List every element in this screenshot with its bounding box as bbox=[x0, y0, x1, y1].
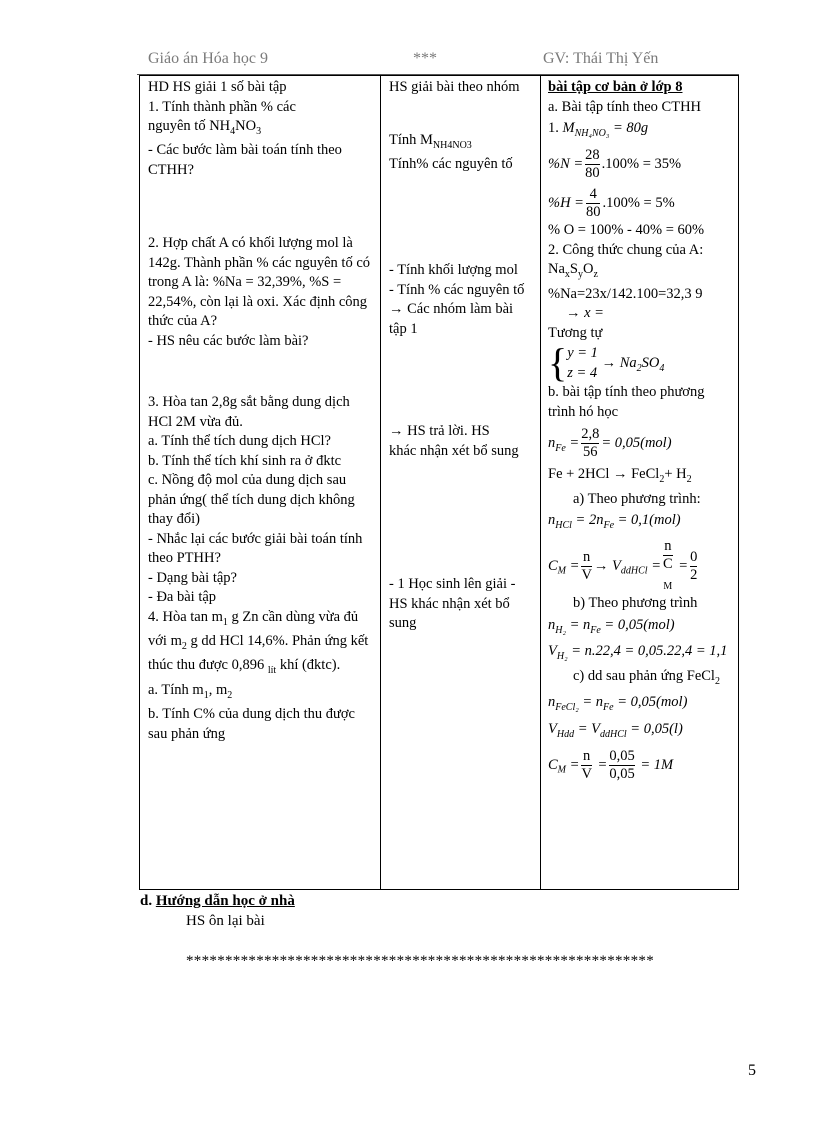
q1-steps: - Các bước làm bài toán tính theo CTHH? bbox=[148, 142, 342, 178]
item-a: a) Theo phương trình: bbox=[573, 490, 701, 507]
cm-final-line: $C_M$ = $\frac{n}{V}$ = $\frac{0,05}{0,05}$ = 1M bbox=[548, 747, 674, 782]
q4b-text: b. Tính C% của dung dịch thu được sau phản ứng bbox=[148, 706, 355, 742]
group-work-text: HS giải bài theo nhóm bbox=[389, 79, 520, 95]
divider-stars: ************************************************************ bbox=[186, 953, 654, 969]
homework-heading: d. Hướng dẫn học ở nhà bbox=[140, 893, 295, 909]
solve-block: - 1 Học sinh lên giải - HS khác nhận xét bổ sung bbox=[389, 576, 516, 631]
n-fe-line: $n_{Fe}$ = $\frac{2,8}{56}$ = 0,05(mol) bbox=[548, 426, 672, 461]
student-activity-column bbox=[381, 76, 541, 889]
h-percent-line: %H = $\frac{4}{80}$ .100% = 5% bbox=[548, 186, 675, 221]
q4-text: 4. Hòa $\tan m_1$ g Zn cần dùng vừa đủ với $m_2$ g dd HCl 14,6%. Phản ứng kết thúc thu được 0,896 $_{lít}$ khí (đktc). bbox=[148, 608, 369, 677]
o-percent-line: % O = 100% - 40% = 60% bbox=[548, 222, 705, 239]
q1-text: 1. Tính thành phần % các bbox=[148, 98, 296, 115]
lesson-table bbox=[139, 75, 739, 890]
content-title: bài tập cơ bản ở lớp 8 bbox=[548, 79, 683, 95]
q3-block bbox=[148, 393, 376, 744]
homework-text: HS ôn lại bài bbox=[186, 913, 265, 929]
q1-formula: nguyên tố $NH_4NO_3$ bbox=[148, 118, 262, 137]
intro-text: HD HS giải 1 số bài tập bbox=[148, 79, 287, 95]
q3-steps: - Nhắc lại các bước giải bài toán tính theo PTHH? bbox=[148, 530, 363, 566]
n-fecl2-line: $n_{FeCl_2} = n_{Fe} = 0,05(mol)$ bbox=[548, 694, 688, 714]
system-line: { y = 1 z = 4 → $Na_2SO_4$ bbox=[548, 340, 665, 386]
n-hcl-line: $n_{HCl} = 2n_{Fe} = 0,1(mol)$ bbox=[548, 512, 681, 532]
cm-line: $C_M$ = $\frac{n}{V}$ → $V_{ddHCl}$ = n C $_M$ = $\frac{0}{2}$ bbox=[548, 537, 698, 592]
x-result-line: → x = bbox=[566, 305, 604, 322]
similarly-text: Tương tự bbox=[548, 324, 603, 341]
q3a-text: a. Tính thể tích dung dịch HCl? bbox=[148, 433, 331, 449]
q3c-text: c. Nồng độ mol của dung dịch sau phản ứng( thể tích dung dịch không thay đổi) bbox=[148, 472, 355, 527]
teacher-activity-column bbox=[140, 76, 381, 889]
steps-block: - Tính khối lượng mol - Tính % các nguyên tố → Các nhóm làm bài tập 1 bbox=[389, 262, 525, 337]
item-b: b) Theo phương trình bbox=[573, 595, 698, 612]
header-teacher: GV: Thái Thị Yến bbox=[543, 50, 659, 67]
header-stars: *** bbox=[413, 50, 437, 67]
q4a-text: a. Tính $m_1$, $m_2$ bbox=[148, 681, 233, 701]
header-subject: Giáo án Hóa học 9 bbox=[148, 50, 268, 67]
molar-mass-line: 1. $M_{NH_4NO_3} = 80g$ bbox=[548, 120, 649, 139]
n-percent-line: %N = $\frac{28}{80}$ .100% = 35% bbox=[548, 147, 682, 182]
content-top bbox=[548, 78, 734, 783]
reaction-equation: Fe + 2HCl → FeCl$_2$+ $H_2$ bbox=[548, 466, 692, 486]
page-number: 5 bbox=[748, 1062, 756, 1079]
na-percent-line: %Na=23x/142.100=32,3 9 bbox=[548, 285, 703, 302]
answer-block: → HS trả lời. HS khác nhận xét bổ sung bbox=[389, 423, 519, 459]
q3b-text: b. Tính thể tích khí sinh ra ở đktc bbox=[148, 452, 342, 469]
q2-steps: - HS nêu các bước làm bài? bbox=[148, 332, 309, 349]
q1-block bbox=[148, 78, 376, 180]
general-formula-line: 2. Công thức chung của A: $Na_xS_yO_z$ bbox=[548, 241, 704, 281]
section-b: b. bài tập tính theo phương trình hó học bbox=[548, 384, 705, 420]
item-c: c) dd sau phản ứng FeCl$_2$ bbox=[573, 667, 720, 687]
q2-block bbox=[148, 234, 376, 351]
calc-m-block: Tính $M_{NH4NO3}$ Tính% các nguyên tố bbox=[389, 132, 513, 173]
q2-text: 2. Hợp chất A có khối lượng mol là 142g. Thành phần % các nguyên tố có trong A là: %Na = 32,39%, %S = 22,54%, còn lại là oxi. Xác định công thức của A? bbox=[148, 235, 371, 329]
v-hdd-line: $V_{Hdd} = V_{ddHCl} = 0,05(l)$ bbox=[548, 720, 683, 740]
q3-text: 3. Hòa tan 2,8g sắt bằng dung dịch HCl 2M vừa đủ. bbox=[148, 394, 350, 430]
content-column bbox=[541, 76, 738, 889]
section-a: a. Bài tập tính theo CTHH bbox=[548, 98, 702, 115]
page-header bbox=[0, 50, 816, 74]
q3-type: - Dạng bài tập? bbox=[148, 569, 237, 586]
v-h2-line: $V_{H_2} = n.22,4 = 0,05.22,4 = 1,1$ bbox=[548, 643, 728, 663]
q3-da: - Đa bài tập bbox=[148, 589, 217, 605]
n-h2-line: $n_{H_2} = n_{Fe} = 0,05(mol)$ bbox=[548, 616, 675, 636]
